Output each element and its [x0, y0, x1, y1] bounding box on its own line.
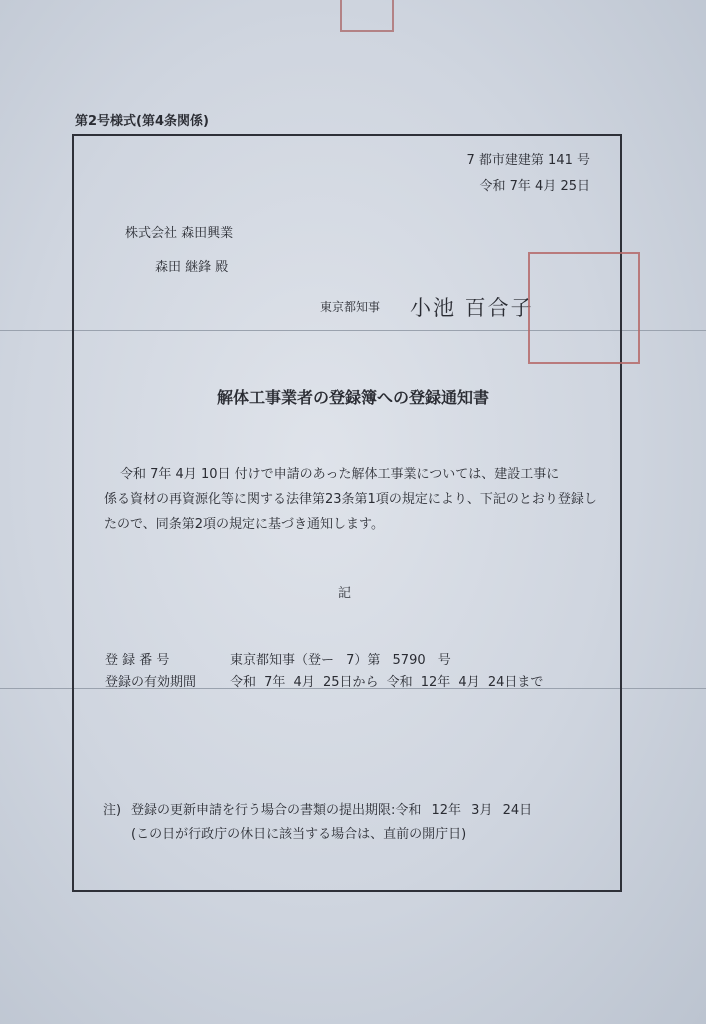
issuer-title: 東京都知事	[320, 300, 381, 314]
validity-period-label: 登録の有効期間	[105, 675, 197, 690]
official-seal-stamp	[528, 252, 640, 364]
body-line: 係る資材の再資源化等に関する法律第23条第1項の規定により、下記のとおり登録し	[104, 492, 597, 507]
validity-period-value: 令和 7年 4月 25日から 令和 12年 4月 24日まで	[230, 675, 544, 690]
top-seal-stamp	[340, 0, 394, 32]
registration-number-label: 登 録 番 号	[105, 653, 170, 668]
ki-heading: 記	[338, 586, 352, 601]
document-title: 解体工事業者の登録簿への登録通知書	[216, 388, 489, 407]
recipient-name: 森田 継鋒 殿	[155, 260, 229, 275]
body-line: たので、同条第2項の規定に基づき通知します。	[104, 517, 384, 532]
recipient-company: 株式会社 森田興業	[125, 226, 234, 241]
note-prefix: 注)	[103, 803, 122, 818]
form-label: 第2号様式(第4条関係)	[75, 114, 209, 129]
issue-date: 令和 7年 4月 25日	[479, 179, 590, 194]
document-number: 7 都市建建第 141 号	[466, 153, 590, 168]
issuer-name: 小池 百合子	[410, 296, 534, 320]
registration-number-value: 東京都知事（登ー 7）第 5790 号	[230, 653, 451, 668]
body-line: 令和 7年 4月 10日 付けで申請のあった解体工事業については、建設工事に	[120, 467, 560, 482]
note-line-1: 登録の更新申請を行う場合の書類の提出期限:令和 12年 3月 24日	[131, 803, 533, 818]
note-line-2: (この日が行政庁の休日に該当する場合は、直前の開庁日)	[131, 827, 467, 842]
